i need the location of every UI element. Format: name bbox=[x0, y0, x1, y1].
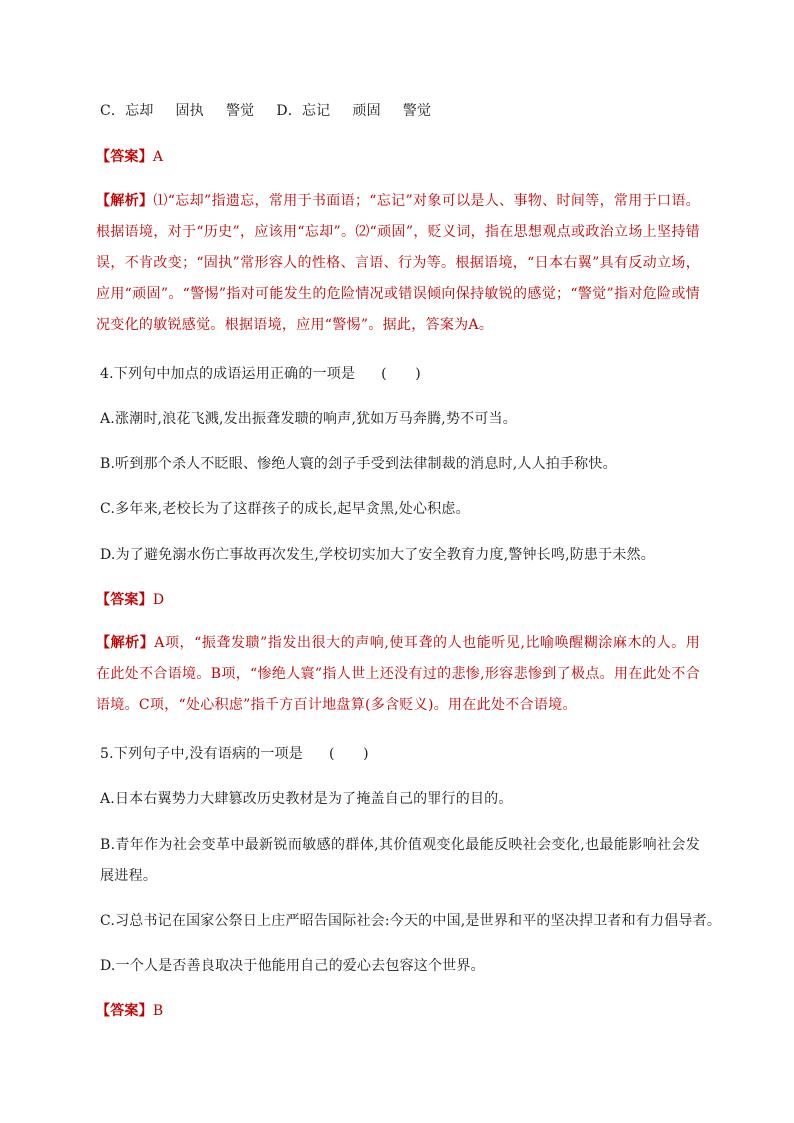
option-d-word-1: 忘记 bbox=[301, 103, 331, 119]
q3-answer bbox=[96, 147, 163, 167]
answer-value: A bbox=[152, 149, 164, 165]
answer-blank: ( ) bbox=[329, 746, 369, 762]
option-c-word-3: 警觉 bbox=[225, 103, 255, 119]
q3-analysis bbox=[96, 186, 700, 341]
q4-option-c: C.多年来,老校长为了这群孩子的成长,起早贪黑,处心积虑。 bbox=[100, 501, 470, 517]
q4-option-a: A.涨潮时,浪花飞溅,发出振聋发聩的响声,犹如万马奔腾,势不可当。 bbox=[100, 411, 517, 427]
q4-stem bbox=[100, 364, 421, 384]
option-c-label: C． bbox=[100, 103, 126, 119]
option-c-word-2: 固执 bbox=[175, 103, 204, 119]
q5-stem bbox=[100, 744, 369, 764]
analysis-text: ⑴“忘却”指遗忘，常用于书面语；“忘记”对象可以是人、事物、时间等，常用于口语。根据语境，对于“历史”，应该用“忘却”。⑵“顽固”，贬义词，指在思想观点或政治立场上坚持错误，不肯改变；“固执”常形容人的性格、言语、行为等。根据语境，“日本右翼”具有反动立场，应用“顽固”。“警惕”指对可能发生的危险情况或错误倾向保持敏锐的感觉；“警觉”指对危险或情况变化的敏锐感觉。根据语境，应用“警惕”。据此，答案为A。 bbox=[96, 193, 700, 333]
q4-option-b: B.听到那个杀人不眨眼、惨绝人寰的刽子手受到法律制裁的消息时,人人拍手称快。 bbox=[100, 456, 617, 472]
q4-analysis bbox=[96, 628, 700, 721]
option-d-word-3: 警觉 bbox=[402, 103, 432, 119]
q5-option-a: A.日本右翼势力大肆篡改历史教材是为了掩盖自己的罪行的目的。 bbox=[100, 791, 513, 807]
answer-value: B bbox=[152, 1003, 164, 1019]
q3-options-cd bbox=[100, 101, 431, 121]
q5-option-c: C.习总书记在国家公祭日上庄严昭告国际社会:今天的中国,是世界和平的坚决捍卫者和有力倡导者。 bbox=[100, 913, 722, 929]
q5-option-b: B.青年作为社会变革中最新锐而敏感的群体,其价值观变化最能反映社会变化,也最能影响社会发展进程。 bbox=[100, 837, 700, 884]
analysis-tag: 【解析】 bbox=[96, 193, 154, 209]
answer-tag: 【答案】 bbox=[96, 592, 153, 608]
question-text: 4.下列句中加点的成语运用正确的一项是 bbox=[100, 366, 356, 382]
option-d-word-2: 顽固 bbox=[352, 103, 381, 119]
q5-option-d: D.一个人是否善良取决于他能用自己的爱心去包容这个世界。 bbox=[100, 958, 485, 974]
q5-answer bbox=[96, 1001, 163, 1021]
answer-value: D bbox=[152, 592, 165, 608]
option-c-word-1: 忘却 bbox=[125, 103, 154, 119]
analysis-text: A项，“振聋发聩”指发出很大的声响,使耳聋的人也能听见,比喻唤醒糊涂麻木的人。用在此处不合语境。B项，“惨绝人寰”指人世上还没有过的悲惨,形容悲惨到了极点。用在此处不合语境。C项，“处心积虑”指千方百计地盘算(多含贬义)。用在此处不合语境。 bbox=[96, 635, 701, 713]
answer-tag: 【答案】 bbox=[96, 1003, 153, 1019]
analysis-tag: 【解析】 bbox=[96, 635, 155, 651]
q4-option-d: D.为了避免溺水伤亡事故再次发生,学校切实加大了安全教育力度,警钟长鸣,防患于未然。 bbox=[100, 547, 655, 563]
option-d-label: D． bbox=[276, 103, 302, 119]
answer-blank: ( ) bbox=[381, 366, 421, 382]
answer-tag: 【答案】 bbox=[96, 149, 153, 165]
question-text: 5.下列句子中,没有语病的一项是 bbox=[100, 746, 304, 762]
q4-answer bbox=[96, 590, 164, 610]
